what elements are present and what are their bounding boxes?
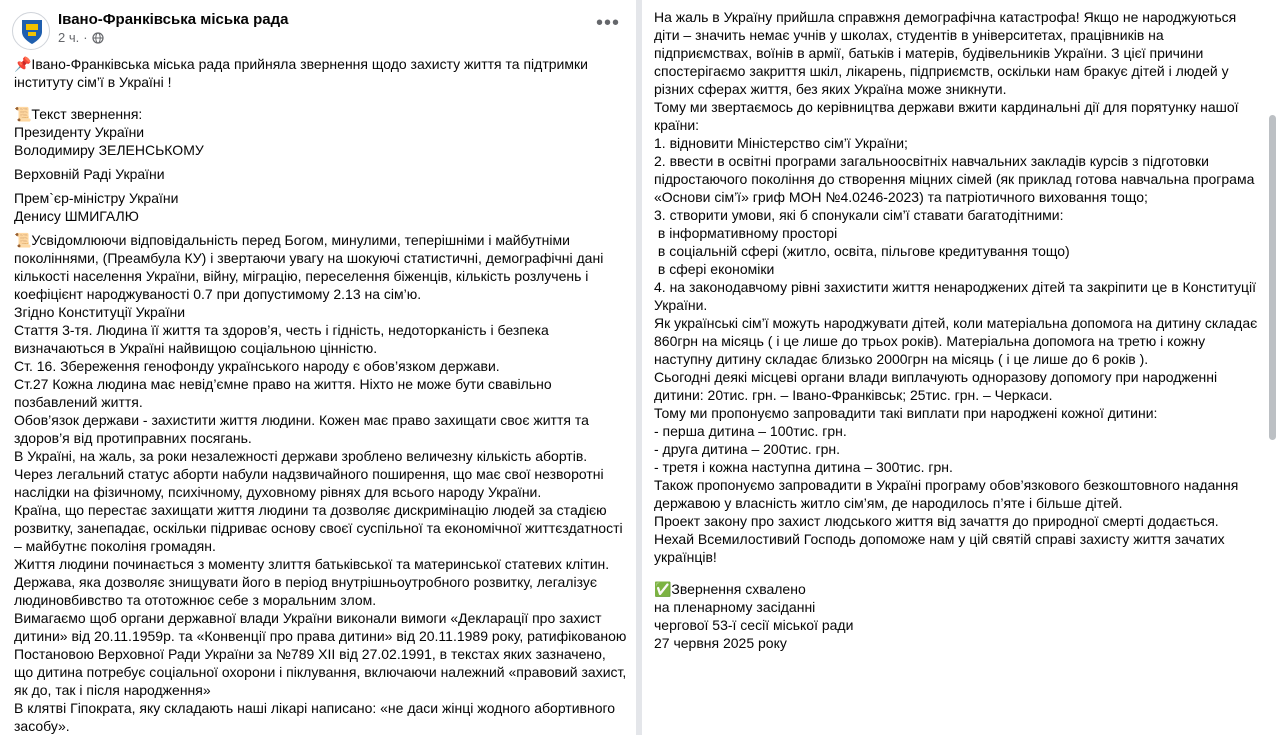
- post-paragraph: 4. на законодавчому рівні захистити життя ненароджених дітей та закріпити це в Конституції України.: [654, 279, 1260, 313]
- post-paragraph: - третя і кожна наступна дитина – 300тис. грн.: [654, 459, 953, 475]
- post-paragraph: Країна, що перестає захищати життя людини та дозволяє дискримінацію людей за стадією розвитку, занепадає, оскільки підриває основу своєї суспільної та економічної життєздатності – майбутнє поколіня громадян.: [14, 502, 627, 554]
- post-paragraph: ✅Звернення схвалено: [654, 581, 806, 597]
- post-paragraph: Проект закону про захист людського життя від зачаття до природної смерті додається.: [654, 513, 1219, 529]
- post-paragraph: на пленарному засіданні: [654, 599, 816, 615]
- post-paragraph: чергової 53-ї сесії міської ради: [654, 617, 854, 633]
- post-paragraph: - перша дитина – 100тис. грн.: [654, 423, 847, 439]
- post-paragraph: 2. ввести в освітні програми загальноосвітніх навчальних закладів курсів з підготовки підростаючого покоління до створення міцних сімей (як приклад готова навчальна програма «Основи сім’ї» гриф МОН №4.0246-2023) та патріотичного виховання тощо;: [654, 153, 1259, 205]
- post-time[interactable]: 2 ч.: [58, 30, 80, 45]
- post-paragraph: Ст.27 Кожна людина має невід’ємне право на життя. Ніхто не може бути свавільно позбавлений життя.: [14, 376, 556, 410]
- post-paragraph: 📜Текст звернення:: [14, 106, 143, 122]
- post-paragraph: На жаль в Україну прийшла справжня демографічна катастрофа! Якщо не народжуються діти – значить немає учнів у школах, студентів в університетах, працівників на підприємствах, воїнів в армії, батьків і матерів, будівельників України. З цієї причини спостерігаємо закриття шкіл, лікарень, підприємств, оскільки нам бракує дітей і людей у різних сферах життя, без яких Україна може зникнути.: [654, 9, 1241, 97]
- post-paragraph: Вимагаємо щоб органи державної влади України виконали вимоги «Декларації про захист дитини» від 20.11.1959р. та «Конвенції про права дитини» від 20.11.1989 року, ратифікованою Постановою Верховної Ради України за №789 XII від 27.02.1991, в текстах яких зазначено, що дитина потребує соціальної охорони і піклування, включаючи належний «правовий захист, як до, так і після народження»: [14, 610, 631, 698]
- post-paragraph: 📌Івано-Франківська міська рада прийняла звернення щодо захисту життя та підтримки інституту сім’ї в Україні !: [14, 56, 592, 90]
- post-paragraph: Сьогодні деякі місцеві органи влади виплачують одноразову допомогу при народженні дитини: 20тис. грн. – Івано-Франківськ; 25тис. грн. – Черкаси.: [654, 369, 1221, 403]
- post-paragraph: Життя людини починається з моменту злиття батьківської та материнської статевих клітин.: [14, 556, 610, 572]
- post-paragraph: Тому ми пропонуємо запровадити такі виплати при народжені кожної дитини:: [654, 405, 1158, 421]
- post-text-right: [654, 8, 1262, 652]
- post-paragraph: Верховній Раді України: [14, 166, 165, 182]
- post-paragraph: Володимиру ЗЕЛЕНСЬКОМУ: [14, 142, 204, 158]
- post-paragraph: 📜Усвідомлюючи відповідальність перед Богом, минулими, теперішніми і майбутніми поколіннями, (Преамбула КУ) і звертаючи увагу на шокуючі статистичні, демографічні дані кількості населення України, війну, міграцію, переселення біженців, кількість розлучень і коефіцієнт народжуваності 0.7 при допустимому 2.13 на сім’ю.: [14, 232, 608, 302]
- post-paragraph: В клятві Гіпократа, яку складають наші лікарі написано: «не даси жінці жодного абортивного засобу».: [14, 700, 619, 734]
- post-text-left: [14, 55, 631, 735]
- post-paragraph: в сфері економіки: [654, 261, 775, 277]
- scrollbar[interactable]: [1269, 115, 1276, 440]
- post-paragraph: в інформативному просторі: [654, 225, 838, 241]
- post-paragraph: Також пропонуємо запровадити в Україні програму обов’язкового безкоштовного надання державою у власність житло сім’ям, де народилось п’яте і більше дітей.: [654, 477, 1243, 511]
- post-paragraph: Як українські сім’ї можуть народжувати дітей, коли матеріальна допомога на дитину складає 860грн на місяць ( і це лише до трьох років). Матеріальна допомога на третю і кожну наступну дитину складає близько 2000грн на місяць ( і це лише до 6 років ).: [654, 315, 1262, 367]
- globe-icon: [92, 32, 104, 44]
- post-paragraph: Тому ми звертаємось до керівництва держави вжити кардинальні дії для порятунку нашої країни:: [654, 99, 1243, 133]
- post-paragraph: Прем`єр-міністру України: [14, 190, 179, 206]
- post-meta: [58, 30, 104, 45]
- meta-separator: ·: [83, 30, 88, 45]
- post-paragraph: В Україні, на жаль, за роки незалежності держави зроблено величезну кількість абортів.: [14, 448, 588, 464]
- post-paragraph: Нехай Всемилостивий Господь допоможе нам у цій святій справі захисту життя зачатих українців!: [654, 531, 1229, 565]
- page-name[interactable]: Івано-Франківська міська рада: [58, 11, 289, 28]
- post-paragraph: Держава, яка дозволяє знищувати його в період внутрішньоутробного розвитку, легалізує людиновбивство та ототожнює себе з моральним злом.: [14, 574, 601, 608]
- post-paragraph: Через легальний статус аборти набули надзвичайного поширення, що має свої незворотні наслідки на фізичному, психічному, духовному рівнях для всього народу України.: [14, 466, 608, 500]
- post-paragraph: 27 червня 2025 року: [654, 635, 787, 651]
- post-paragraph: Ст. 16. Збереження генофонду українського народу є обов’язком держави.: [14, 358, 500, 374]
- post-paragraph: Денису ШМИГАЛЮ: [14, 208, 139, 224]
- page-avatar[interactable]: [12, 12, 50, 50]
- post-paragraph: Президенту України: [14, 124, 145, 140]
- post-left-panel: [0, 0, 636, 735]
- post-right-panel: [642, 0, 1280, 735]
- city-coat-of-arms-icon: [20, 18, 44, 46]
- post-paragraph: 1. відновити Міністерство сім’ї України;: [654, 135, 908, 151]
- post-header: [12, 8, 624, 50]
- post-paragraph: - друга дитина – 200тис. грн.: [654, 441, 841, 457]
- post-paragraph: в соціальній сфері (житло, освіта, пільгове кредитування тощо): [654, 243, 1070, 259]
- more-options-icon[interactable]: •••: [595, 12, 620, 34]
- post-paragraph: Стаття 3-тя. Людина її життя та здоров’я, честь і гідність, недоторканість і безпека визначаються в Україні найвищою соціальною цінністю.: [14, 322, 553, 356]
- post-paragraph: 3. створити умови, які б спонукали сім’ї ставати багатодітними:: [654, 207, 1064, 223]
- post-paragraph: Згідно Конституції України: [14, 304, 186, 320]
- post-paragraph: Обов’язок держави - захистити життя людини. Кожен має право захищати своє життя та здоров’я від протиправних посягань.: [14, 412, 593, 446]
